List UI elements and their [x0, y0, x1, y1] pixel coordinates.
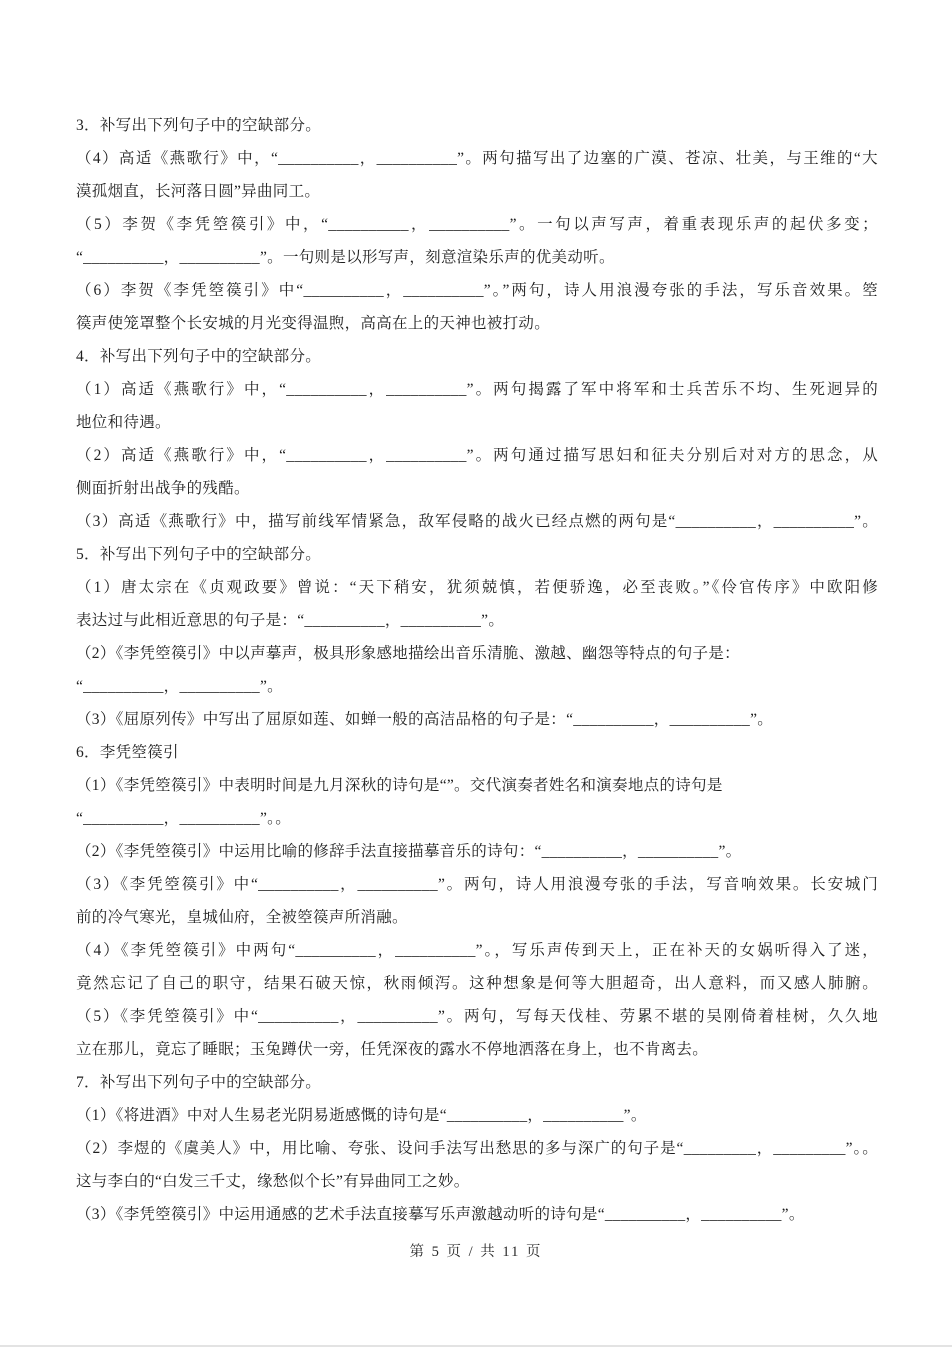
text-line: （2）高适《燕歌行》中，“__________，__________”。两句通过描写思妇和征夫分别后对对方的思念，从 [76, 447, 878, 464]
text-line: 漠孤烟直，长河落日圆”异曲同工。 [76, 183, 321, 200]
text-line: （5）《李凭箜篌引》中“__________，__________”。两句，写每天伐桂、劳累不堪的吴刚倚着桂树，久久地 [76, 1008, 878, 1025]
text-line: （1）《将进酒》中对人生易老光阴易逝感慨的诗句是“__________，__________”。 [76, 1107, 647, 1124]
text-line: （4）高适《燕歌行》中，“__________，__________”。两句描写出了边塞的广漠、苍凉、壮美，与王维的“大 [76, 150, 878, 167]
text-line: 6．李凭箜篌引 [76, 744, 179, 761]
text-line: 篌声使笼罩整个长安城的月光变得温煦，高高在上的天神也被打动。 [76, 315, 551, 332]
text-line: 侧面折射出战争的残酷。 [76, 480, 250, 497]
text-line: 4．补写出下列句子中的空缺部分。 [76, 348, 322, 365]
text-line: （1）《李凭箜篌引》中表明时间是九月深秋的诗句是“”。交代演奏者姓名和演奏地点的诗句是 [76, 777, 723, 794]
text-line: （1）唐太宗在《贞观政要》曾说：“天下稍安，犹须兢慎，若便骄逸，必至丧败。”《伶官传序》中欧阳修 [76, 579, 878, 596]
page-footer: 第 5 页 / 共 11 页 [409, 1244, 543, 1260]
text-line: （6）李贺《李凭箜篌引》中“__________，__________”。”两句，诗人用浪漫夸张的手法，写乐音效果。箜 [76, 282, 878, 299]
document-body [76, 109, 878, 1231]
text-line: 立在那儿，竟忘了睡眠；玉兔蹲伏一旁，任凭深夜的露水不停地洒落在身上，也不肯离去。 [76, 1041, 709, 1058]
text-line: （3）《屈原列传》中写出了屈原如莲、如蝉一般的高洁品格的句子是：“__________，__________”。 [76, 711, 774, 728]
text-line: （2）李煜的《虞美人》中，用比喻、夸张、设问手法写出愁思的多与深广的句子是“_________，_________”。。 [76, 1140, 878, 1157]
text-line: （1）高适《燕歌行》中，“__________，__________”。两句揭露了军中将军和士兵苦乐不均、生死迥异的 [76, 381, 878, 398]
text-line: 前的冷气寒光，皇城仙府，全被箜篌声所消融。 [76, 909, 408, 926]
text-line: “__________，__________”。一句则是以形写声，刻意渲染乐声的优美动听。 [76, 249, 615, 266]
text-line: 这与李白的“白发三千丈，缘愁似个长”有异曲同工之妙。 [76, 1173, 470, 1190]
text-line: （3）《李凭箜篌引》中运用通感的艺术手法直接摹写乐声激越动听的诗句是“__________，__________”。 [76, 1206, 805, 1223]
text-line: “__________，__________”。 [76, 678, 283, 695]
text-line: 表达过与此相近意思的句子是：“__________，__________”。 [76, 612, 505, 629]
text-line: （3）高适《燕歌行》中，描写前线军情紧急，敌军侵略的战火已经点燃的两句是“__________，__________”。 [76, 513, 878, 530]
text-line: （4）《李凭箜篌引》中两句“__________，__________”。，写乐声传到天上，正在补天的女娲听得入了迷， [76, 942, 878, 959]
text-line: （2）《李凭箜篌引》中以声摹声，极具形象感地描绘出音乐清脆、激越、幽怨等特点的句子是： [76, 645, 740, 662]
text-line: （3）《李凭箜篌引》中“__________，__________”。两句，诗人用浪漫夸张的手法，写音响效果。长安城门 [76, 876, 878, 893]
text-line: 5．补写出下列句子中的空缺部分。 [76, 546, 322, 563]
text-line: “__________，__________”。。 [76, 810, 292, 827]
text-line: 3．补写出下列句子中的空缺部分。 [76, 117, 322, 134]
text-line: （5）李贺《李凭箜篌引》中，“__________，__________”。一句以声写声，着重表现乐声的起伏多变； [76, 216, 878, 233]
text-line: 地位和待遇。 [76, 414, 171, 431]
text-line: 竟然忘记了自己的职守，结果石破天惊，秋雨倾泻。这种想象是何等大胆超奇，出人意料，而又感人肺腑。 [76, 975, 878, 992]
text-line: 7．补写出下列句子中的空缺部分。 [76, 1074, 322, 1091]
text-line: （2）《李凭箜篌引》中运用比喻的修辞手法直接描摹音乐的诗句：“__________，__________”。 [76, 843, 742, 860]
